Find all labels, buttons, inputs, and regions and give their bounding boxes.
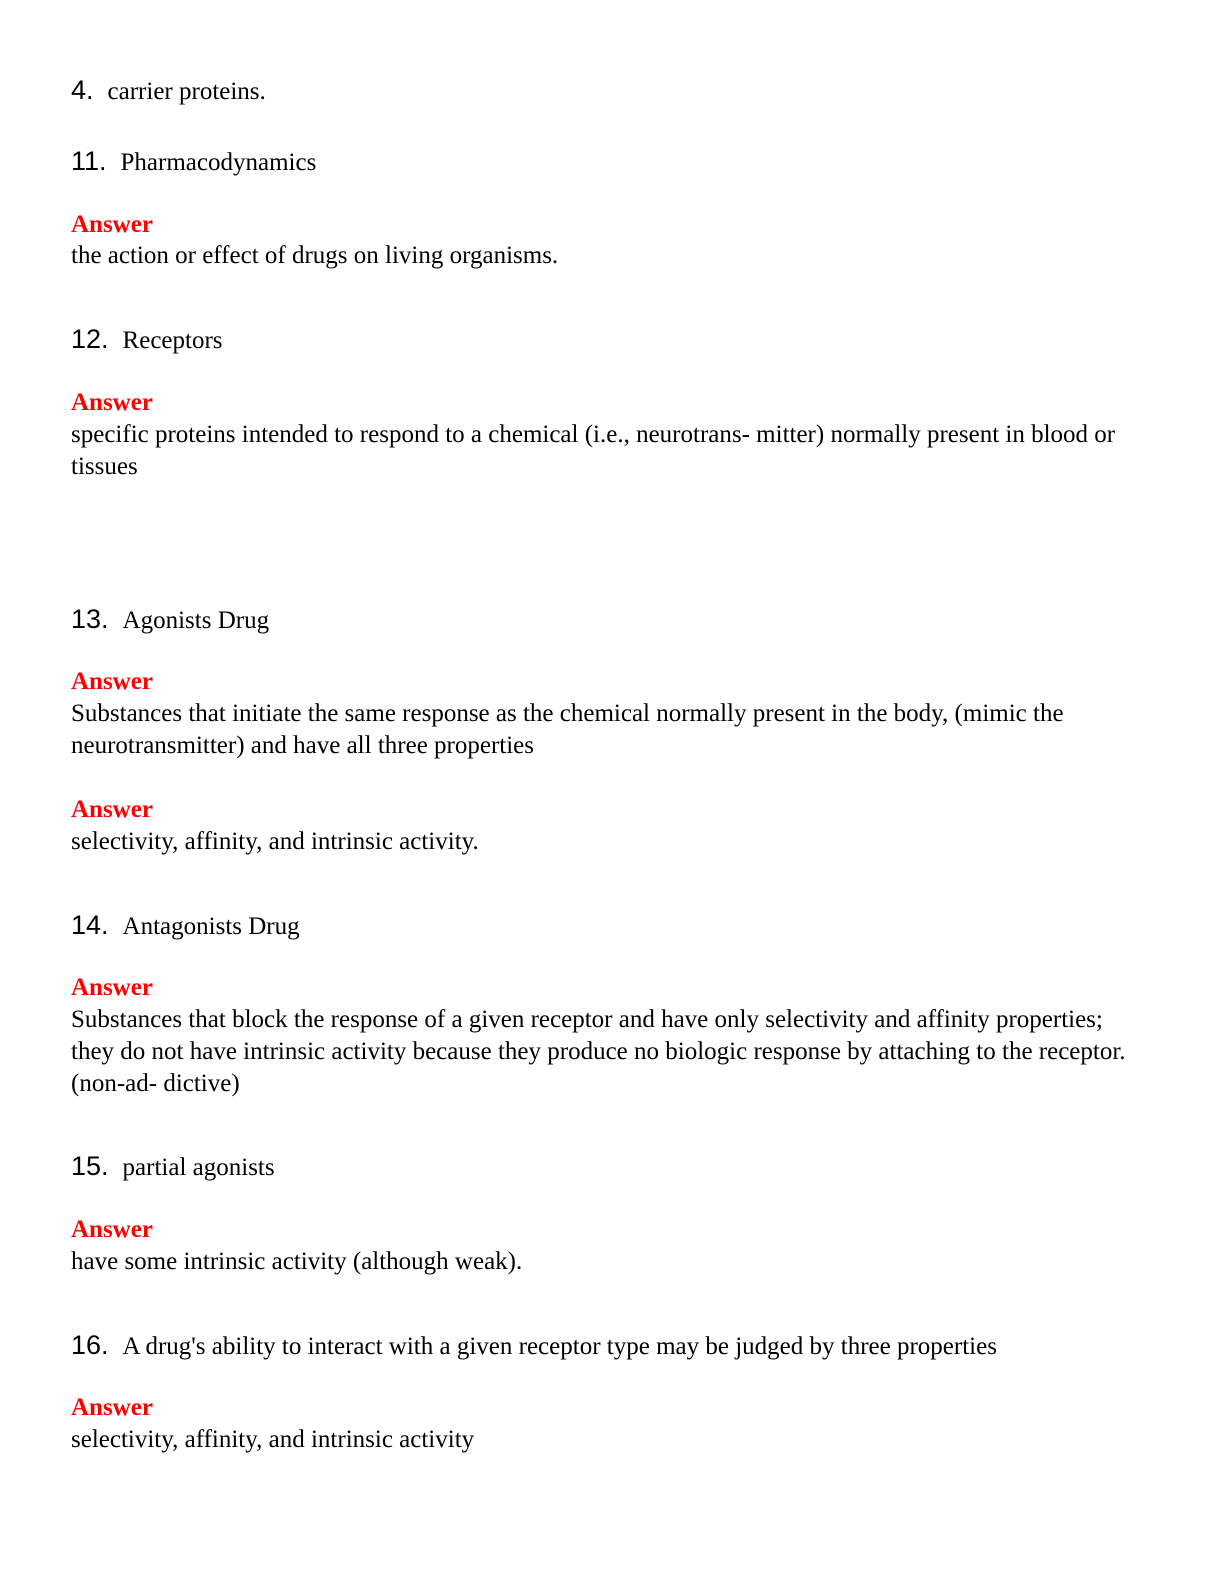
question-text: Receptors — [122, 327, 223, 354]
question-11 — [71, 145, 1151, 179]
question-15 — [71, 1150, 1151, 1184]
question-number: 12. — [71, 324, 109, 354]
question-number: 13. — [71, 604, 109, 634]
question-text: carrier proteins. — [107, 78, 266, 105]
answer-text: have some intrinsic activity (although weak). — [71, 1248, 523, 1275]
answer-label: Answer — [71, 668, 153, 695]
question-number: 14. — [71, 910, 109, 940]
answer-text: selectivity, affinity, and intrinsic activity — [71, 1426, 475, 1453]
question-text: partial agonists — [122, 1154, 275, 1181]
question-12 — [71, 323, 1151, 357]
answer-text: specific proteins intended to respond to a chemical (i.e., neurotrans- mitter) normally present in blood or tissues — [71, 421, 1116, 480]
question-number: 4. — [71, 75, 94, 105]
answer-text: the action or effect of drugs on living organisms. — [71, 242, 559, 269]
question-4 — [71, 74, 1151, 108]
answer-label: Answer — [71, 1216, 153, 1243]
question-number: 11. — [71, 146, 107, 176]
answer-label: Answer — [71, 796, 153, 823]
question-13 — [71, 603, 1151, 637]
question-number: 16. — [71, 1330, 109, 1360]
question-16 — [71, 1329, 1151, 1363]
answer-label: Answer — [71, 389, 153, 416]
answer-text: Substances that initiate the same response as the chemical normally present in the body, (mimic the neurotransmitter) and have all three properties — [71, 700, 1064, 759]
question-text: A drug's ability to interact with a given receptor type may be judged by three properties — [122, 1333, 997, 1360]
answer-label: Answer — [71, 211, 153, 238]
question-number: 15. — [71, 1151, 109, 1181]
answer-label: Answer — [71, 1394, 153, 1421]
question-14 — [71, 909, 1151, 943]
question-text: Agonists Drug — [122, 607, 270, 634]
answer-label: Answer — [71, 974, 153, 1001]
question-text: Antagonists Drug — [122, 913, 300, 940]
question-text: Pharmacodynamics — [120, 149, 317, 176]
answer-text: selectivity, affinity, and intrinsic activity. — [71, 828, 479, 855]
answer-text: Substances that block the response of a given receptor and have only selectivity and affinity properties; they do not have intrinsic activity because they produce no biologic response by attaching to the receptor. (non-ad- dictive) — [71, 1006, 1126, 1097]
